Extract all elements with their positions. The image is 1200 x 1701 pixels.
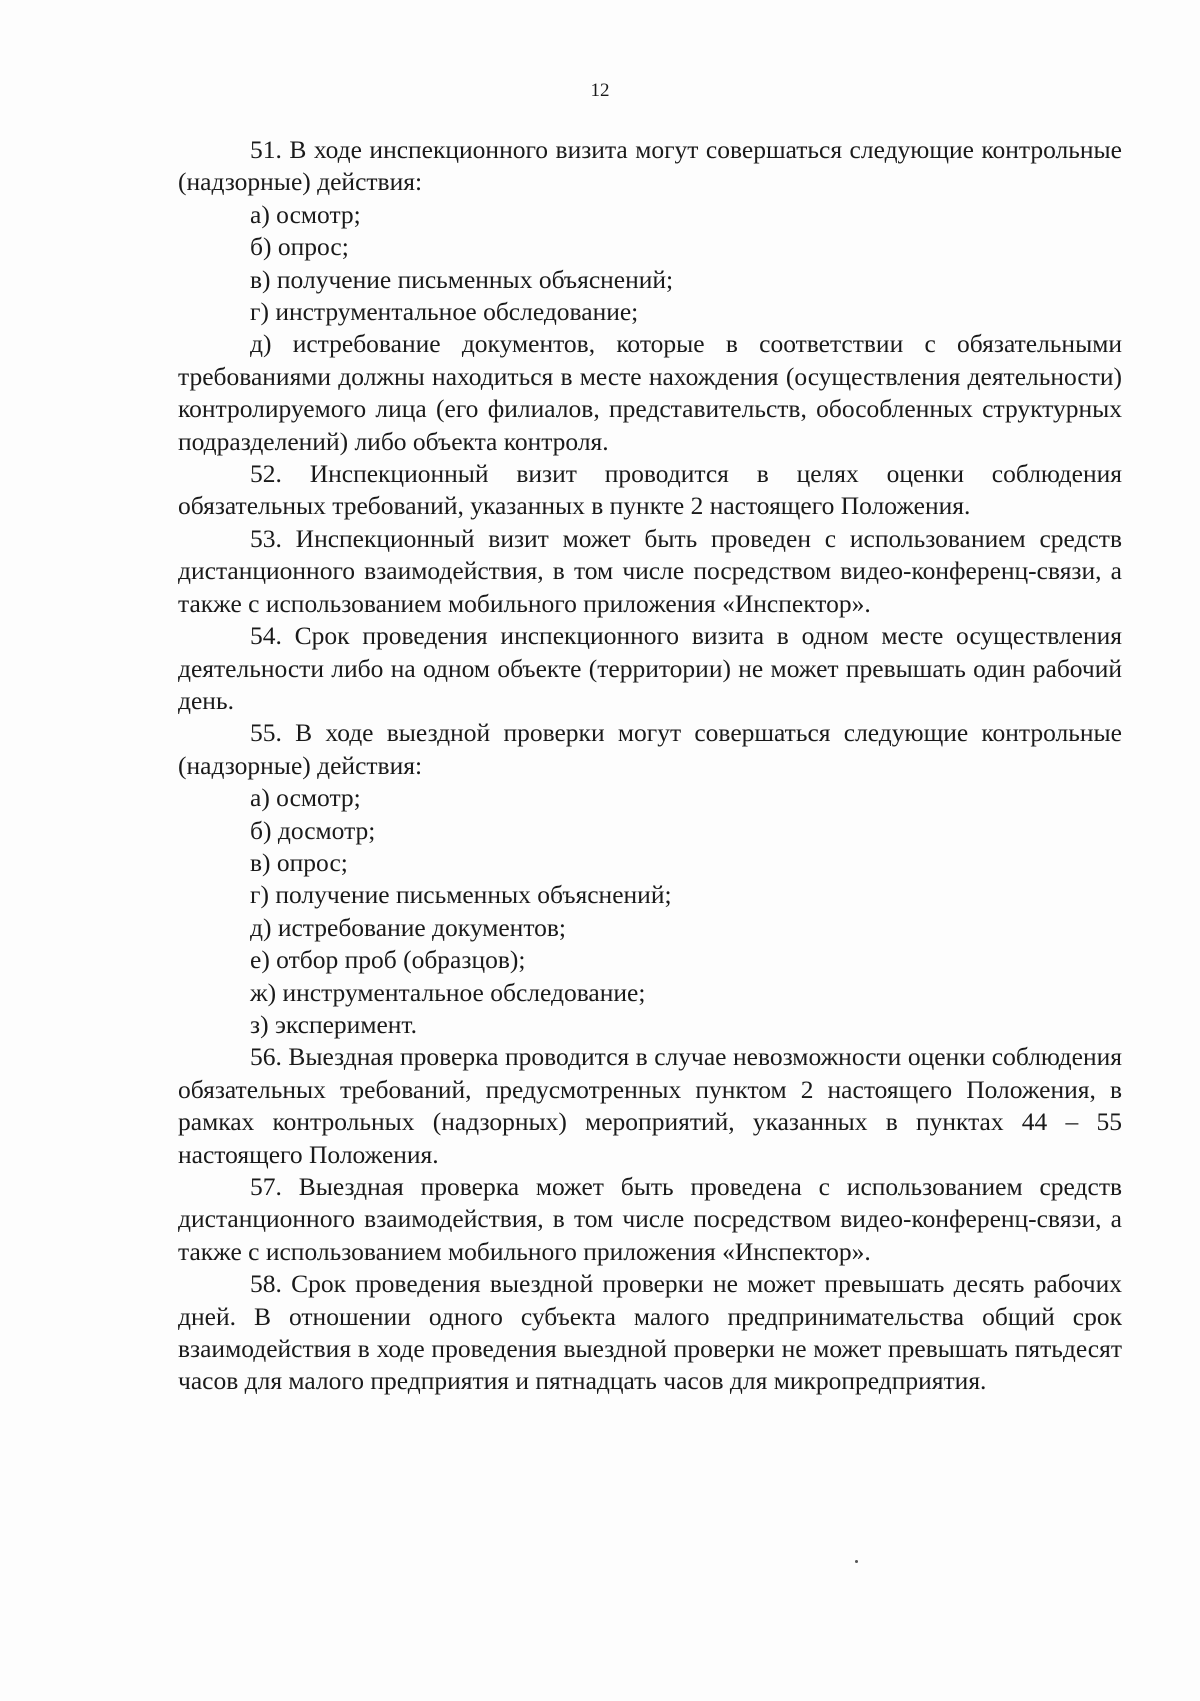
page-number: 12 xyxy=(590,80,610,101)
list-item: г) получение письменных объяснений; xyxy=(250,880,672,910)
paragraph-53: 53. Инспекционный визит может быть проведен с использованием средств дистанционного взаимодействия, в том числе посредством видео-конференц-связи, а также с использованием мобильного приложения «Инспектор». xyxy=(178,523,1122,618)
list-item: а) осмотр; xyxy=(250,199,361,229)
document-body xyxy=(178,134,1122,1398)
list-item: в) опрос; xyxy=(250,847,348,877)
paragraph-58: 58. Срок проведения выездной проверки не может превышать десять рабочих дней. В отношении одного субъекта малого предпринимательства общий срок взаимодействия в ходе проведения выездной проверки не может превышать пятьдесят часов для малого предприятия и пятнадцать часов для микропредприятия. xyxy=(178,1269,1122,1396)
paragraph-51: 51. В ходе инспекционного визита могут совершаться следующие контрольные (надзорные) действия: xyxy=(178,135,1122,197)
list-item: ж) инструментальное обследование; xyxy=(250,977,646,1007)
list-item: з) эксперимент. xyxy=(250,1009,418,1039)
list-item: а) осмотр; xyxy=(250,783,361,813)
paragraph-56: 56. Выездная проверка проводится в случае невозможности оценки соблюдения обязательных требований, предусмотренных пунктом 2 настоящего Положения, в рамках контрольных (надзорных) мероприятий, указанных в пунктах 44 – 55 настоящего Положения. xyxy=(178,1042,1122,1169)
paragraph-52: 52. Инспекционный визит проводится в целях оценки соблюдения обязательных требований, указанных в пункте 2 настоящего Положения. xyxy=(178,459,1122,521)
list-item: г) инструментальное обследование; xyxy=(250,297,639,327)
paragraph-55: 55. В ходе выездной проверки могут совершаться следующие контрольные (надзорные) действия: xyxy=(178,718,1122,780)
list-item: б) опрос; xyxy=(250,232,349,262)
list-item: д) истребование документов; xyxy=(250,912,567,942)
paragraph-57: 57. Выездная проверка может быть проведена с использованием средств дистанционного взаимодействия, в том числе посредством видео-конференц-связи, а также с использованием мобильного приложения «Инспектор». xyxy=(178,1172,1122,1266)
list-item: д) истребование документов, которые в соответствии с обязательными требованиями должны находиться в месте нахождения (осуществления деятельности) контролируемого лица (его филиалов, представительств, обособленных структурных подразделений) либо объекта контроля. xyxy=(178,329,1122,456)
list-item: в) получение письменных объяснений; xyxy=(250,264,674,294)
list-item: е) отбор проб (образцов); xyxy=(250,945,526,975)
paragraph-54: 54. Срок проведения инспекционного визита в одном месте осуществления деятельности либо на одном объекте (территории) не может превышать один рабочий день. xyxy=(178,621,1122,715)
scan-speck xyxy=(855,1560,858,1563)
list-item: б) досмотр; xyxy=(250,815,376,845)
